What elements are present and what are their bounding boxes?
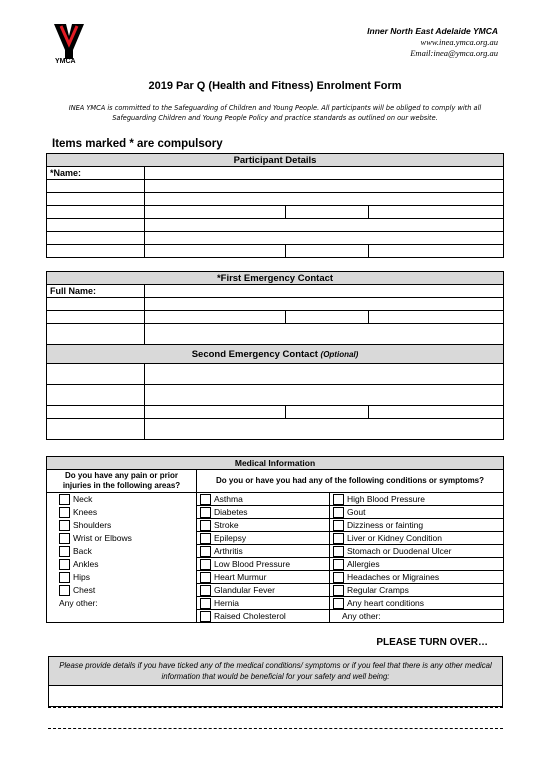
conditions-other-label: Any other:: [342, 610, 381, 621]
checklist-item[interactable]: [59, 533, 193, 544]
checklist-item[interactable]: [333, 494, 500, 505]
condition-label: Stomach or Duodenal Ulcer: [347, 545, 452, 556]
full-name-field[interactable]: [145, 285, 504, 298]
medical-heading: Medical Information: [47, 457, 504, 470]
condition-label: Headaches or Migraines: [347, 571, 440, 582]
checkbox[interactable]: [200, 611, 211, 622]
input-field[interactable]: [369, 206, 504, 219]
checkbox[interactable]: [333, 494, 344, 505]
table-row: [47, 571, 504, 584]
condition-label: Regular Cramps: [347, 584, 409, 595]
checklist-item[interactable]: [333, 533, 500, 544]
input-field[interactable]: [369, 406, 504, 419]
field-label: [286, 206, 369, 219]
checklist-item[interactable]: [333, 572, 500, 583]
checkbox[interactable]: [59, 585, 70, 596]
checklist-item[interactable]: [59, 598, 193, 609]
field-label: [47, 219, 145, 232]
input-field[interactable]: [145, 311, 286, 324]
checkbox[interactable]: [200, 585, 211, 596]
area-label: Ankles: [73, 558, 99, 569]
checkbox[interactable]: [200, 546, 211, 557]
field-label: [47, 180, 145, 193]
condition-label: Stroke: [214, 519, 239, 530]
checkbox[interactable]: [333, 598, 344, 609]
input-field[interactable]: [145, 298, 504, 311]
checkbox[interactable]: [59, 520, 70, 531]
input-field[interactable]: [145, 219, 504, 232]
input-field[interactable]: [145, 419, 504, 440]
field-label: [47, 364, 145, 385]
checkbox[interactable]: [59, 494, 70, 505]
area-label: Back: [73, 545, 92, 556]
checklist-item[interactable]: [200, 585, 326, 596]
checkbox[interactable]: [333, 507, 344, 518]
checklist-item[interactable]: [333, 507, 500, 518]
area-label: Knees: [73, 506, 98, 517]
checklist-item[interactable]: [59, 572, 193, 583]
checkbox[interactable]: [59, 572, 70, 583]
checklist-item[interactable]: [59, 546, 193, 557]
condition-label: Arthritis: [214, 545, 243, 556]
checkbox[interactable]: [333, 546, 344, 557]
input-field[interactable]: [145, 206, 286, 219]
checkbox[interactable]: [333, 572, 344, 583]
participant-heading: Participant Details: [47, 154, 504, 167]
full-name-label: Full Name:: [47, 285, 145, 298]
input-field[interactable]: [145, 324, 504, 345]
first-contact-heading: *First Emergency Contact: [47, 272, 504, 285]
logo-text: YMCA: [55, 58, 76, 65]
condition-label: Any heart conditions: [347, 597, 425, 608]
second-contact-heading: [47, 345, 504, 364]
pain-question: Do you have any pain or prior injuries in the following areas?: [47, 470, 197, 493]
checklist-item[interactable]: [200, 598, 326, 609]
checklist-item[interactable]: [200, 611, 326, 622]
details-input[interactable]: [49, 686, 502, 706]
condition-label: Gout: [347, 506, 366, 517]
checklist-item[interactable]: [333, 598, 500, 609]
checklist-item[interactable]: [342, 611, 500, 622]
table-row: [47, 506, 504, 519]
checklist-item[interactable]: [200, 546, 326, 557]
table-row: [47, 584, 504, 597]
checkbox[interactable]: [59, 546, 70, 557]
input-field[interactable]: [145, 385, 504, 406]
checkbox[interactable]: [333, 585, 344, 596]
condition-label: Raised Cholesterol: [214, 610, 286, 621]
table-row: [47, 558, 504, 571]
checklist-item[interactable]: [333, 585, 500, 596]
checklist-item[interactable]: [59, 507, 193, 518]
field-label: [47, 385, 145, 406]
checkbox[interactable]: [200, 520, 211, 531]
field-label: [47, 419, 145, 440]
form-title: 2019 Par Q (Health and Fitness) Enrolment Form: [148, 80, 402, 92]
condition-label: Dizziness or fainting: [347, 519, 424, 530]
input-field[interactable]: [145, 364, 504, 385]
checkbox[interactable]: [200, 559, 211, 570]
checklist-item[interactable]: [59, 559, 193, 570]
checklist-item[interactable]: [200, 572, 326, 583]
checkbox[interactable]: [333, 533, 344, 544]
medical-details-box: [48, 656, 503, 707]
intro-text: INEA YMCA is committed to the Safeguarding of Children and Young People. All participants will be obliged to comply with all Safeguarding Children and Young People Policy and practice standards as outlined on our website.: [68, 104, 482, 122]
checkbox[interactable]: [333, 520, 344, 531]
checklist-item[interactable]: [333, 546, 500, 557]
field-label: [47, 245, 145, 258]
checklist-item[interactable]: [200, 559, 326, 570]
checkbox[interactable]: [200, 494, 211, 505]
checkbox[interactable]: [59, 533, 70, 544]
turn-over-note: PLEASE TURN OVER…: [376, 637, 488, 648]
checkbox[interactable]: [59, 559, 70, 570]
condition-label: Diabetes: [214, 506, 248, 517]
condition-label: Glandular Fever: [214, 584, 275, 595]
second-contact-title: Second Emergency Contact: [191, 348, 318, 360]
input-field[interactable]: [145, 406, 286, 419]
field-label: [47, 206, 145, 219]
table-row: [47, 545, 504, 558]
details-prompt: Please provide details if you have ticked any of the medical conditions/ symptoms or if you feel that there is any other medical information that would be beneficial for your safety and well being:: [49, 657, 502, 686]
checkbox[interactable]: [200, 507, 211, 518]
checklist-item[interactable]: [333, 520, 500, 531]
input-field[interactable]: [369, 311, 504, 324]
medical-details-section: [48, 656, 503, 729]
area-label: Chest: [73, 584, 96, 595]
area-label: Shoulders: [73, 519, 112, 530]
table-row: [47, 519, 504, 532]
org-contact: [367, 26, 498, 59]
org-name: Inner North East Adelaide YMCA: [367, 26, 498, 36]
input-field[interactable]: [145, 193, 504, 206]
table-row: [47, 610, 504, 623]
checkbox[interactable]: [59, 507, 70, 518]
required-note: Items marked * are compulsory: [52, 138, 223, 150]
condition-label: Liver or Kidney Condition: [347, 532, 442, 543]
name-label: *Name:: [47, 167, 145, 180]
details-input[interactable]: [48, 708, 503, 728]
area-label: Neck: [73, 493, 93, 504]
field-label: [286, 406, 369, 419]
condition-label: Epilepsy: [214, 532, 247, 543]
input-field[interactable]: [145, 245, 286, 258]
checklist-item[interactable]: [333, 559, 500, 570]
medical-rows: [47, 493, 504, 623]
checkbox[interactable]: [333, 559, 344, 570]
optional-label: (Optional): [320, 349, 359, 359]
condition-label: Heart Murmur: [214, 571, 267, 582]
checkbox[interactable]: [200, 598, 211, 609]
input-field[interactable]: [145, 232, 504, 245]
areas-other-label: Any other:: [59, 597, 98, 608]
checkbox[interactable]: [200, 533, 211, 544]
table-row: [47, 532, 504, 545]
checkbox[interactable]: [200, 572, 211, 583]
checklist-item[interactable]: [59, 585, 193, 596]
ymca-logo: [52, 20, 86, 70]
field-label: [286, 311, 369, 324]
checklist-item[interactable]: [59, 520, 193, 531]
field-label: [286, 245, 369, 258]
checklist-item[interactable]: [200, 520, 326, 531]
condition-label: Allergies: [347, 558, 380, 569]
condition-label: High Blood Pressure: [347, 493, 425, 504]
area-label: Hips: [73, 571, 91, 582]
field-label: [47, 406, 145, 419]
field-label: [47, 193, 145, 206]
condition-label: Low Blood Pressure: [214, 558, 291, 569]
table-row: [47, 493, 504, 506]
field-label: [47, 232, 145, 245]
condition-label: Asthma: [214, 493, 243, 504]
emergency-table: [46, 271, 504, 440]
checklist-item[interactable]: [200, 494, 326, 505]
input-field[interactable]: [145, 180, 504, 193]
field-label: [47, 311, 145, 324]
participant-table: [46, 153, 504, 258]
details-line: [48, 728, 503, 729]
area-label: Wrist or Elbows: [73, 532, 132, 543]
empty-cell: [47, 610, 197, 623]
checklist-item[interactable]: [59, 494, 193, 505]
org-email[interactable]: Email:inea@ymca.org.au: [410, 48, 498, 58]
name-field[interactable]: [145, 167, 504, 180]
input-field[interactable]: [369, 245, 504, 258]
field-label: [47, 324, 145, 345]
condition-label: Hernia: [214, 597, 240, 608]
medical-table: [46, 456, 504, 623]
checklist-item[interactable]: [200, 507, 326, 518]
field-label: [47, 298, 145, 311]
org-website[interactable]: www.inea.ymca.org.au: [420, 37, 498, 47]
conditions-question: Do you or have you had any of the following conditions or symptoms?: [197, 470, 504, 493]
checklist-item[interactable]: [200, 533, 326, 544]
table-row: [47, 597, 504, 610]
